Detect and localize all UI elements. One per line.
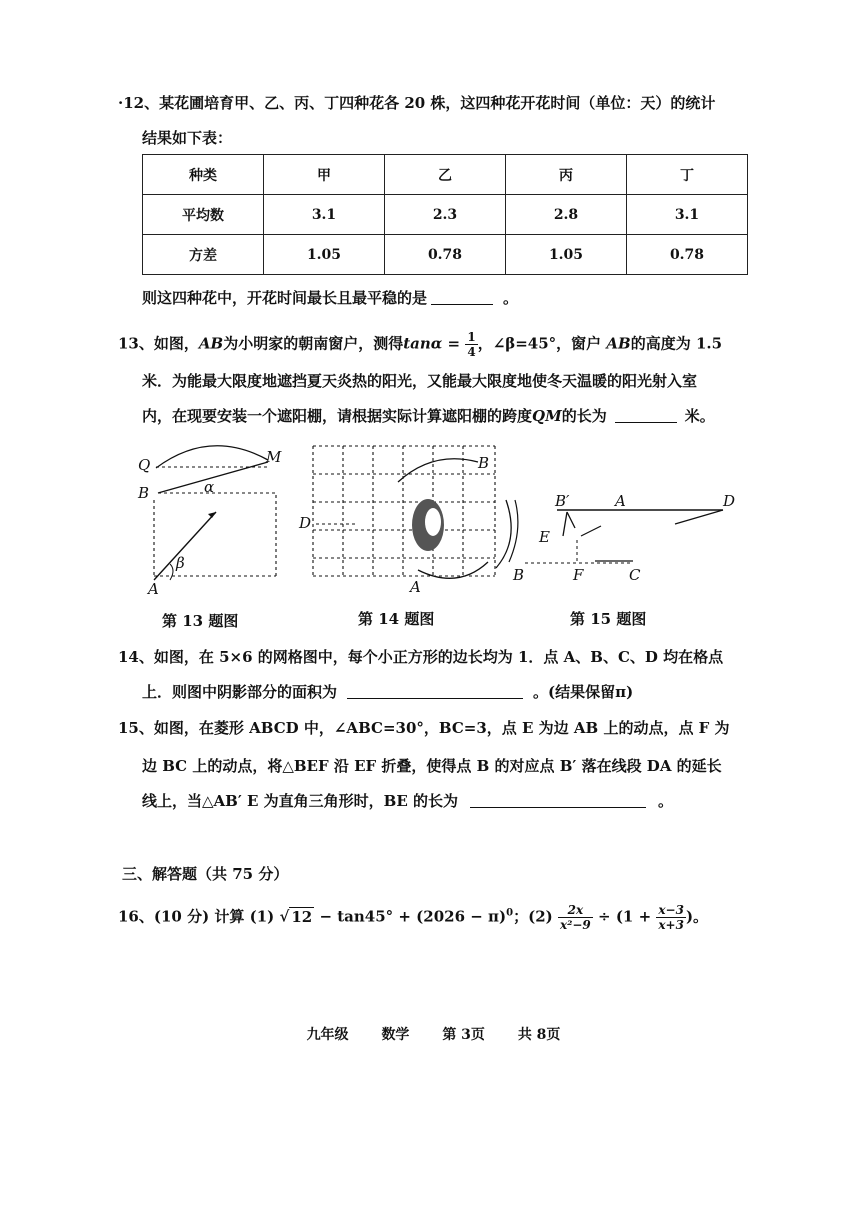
- label-b: B: [513, 566, 525, 584]
- table-header-row: [143, 155, 748, 195]
- figure-14: [298, 440, 528, 600]
- q13-var-ab: AB: [198, 334, 224, 353]
- q12-question-text: 则这四种花中，开花时间最长且最平稳的是: [142, 289, 428, 307]
- arc-line: [509, 500, 518, 562]
- q16-fraction-2: [656, 903, 686, 932]
- table-header-cell: 乙: [385, 155, 506, 195]
- label-q: Q: [138, 456, 151, 474]
- fraction-numerator: 1: [467, 330, 476, 344]
- grid-lines: [313, 446, 495, 576]
- q16-text: )。: [685, 907, 709, 926]
- figure-15-caption: 第 15 题图: [570, 610, 647, 628]
- footer-grade: 九年级: [306, 1027, 349, 1043]
- table-cell: 2.3: [385, 195, 506, 235]
- table-cell: 方差: [143, 235, 264, 275]
- shaded-region-hole: [425, 508, 441, 536]
- answer-blank[interactable]: [347, 684, 523, 699]
- q13-fraction: [465, 330, 477, 359]
- answer-blank[interactable]: [431, 290, 493, 305]
- q16-sqrt-arg: 12: [291, 907, 313, 926]
- q16-line: 16、(10 分) 计算 (1) √ $12 - \tan 45^\circ + (2026 - \pi)^0$；(2) $\frac{2x}{\text{x²−9}}$ ÷ (1 + $\frac{x-3}{x+3}$ )。: [118, 903, 709, 932]
- figure-15: [505, 440, 745, 600]
- q13-text: 13、如图，: [118, 334, 199, 353]
- q13-line2: 米．为能最大限度地遮挡夏天炎热的阳光，又能最大限度地使冬天温暖的阳光射入室: [142, 372, 698, 390]
- table-row: [143, 235, 748, 275]
- table-cell: 3.1: [627, 195, 748, 235]
- segment-line: [567, 512, 575, 528]
- q13-var-ab: AB: [606, 334, 631, 353]
- arc-line: [398, 459, 478, 482]
- q13-var-qm: QM: [532, 407, 562, 425]
- label-d: D: [723, 492, 736, 510]
- footer-subject: 数学: [381, 1027, 410, 1043]
- footer-page: 第 3页: [442, 1027, 485, 1043]
- fraction-denominator: x²−9: [559, 918, 591, 932]
- label-alpha: α: [204, 478, 215, 496]
- table-cell: 2.8: [506, 195, 627, 235]
- fraction-numerator: x−3: [658, 903, 684, 917]
- table-row: [143, 195, 748, 235]
- segment-line: [563, 512, 567, 536]
- q16-text: ；(2): [513, 907, 553, 926]
- label-b: B: [478, 454, 490, 472]
- label-c: C: [629, 566, 641, 584]
- q12-line2: 结果如下表：: [142, 129, 233, 147]
- table-header-cell: 种类: [143, 155, 264, 195]
- answer-blank[interactable]: [470, 793, 646, 808]
- label-beta: β: [176, 554, 185, 572]
- q13-text: 的高度为 1.5: [630, 334, 723, 353]
- q13-line1: [118, 330, 722, 359]
- section-heading: 三、解答题（共 75 分）: [122, 865, 289, 883]
- q16-text: ÷ (1 +: [598, 907, 652, 926]
- q16-exponent: 0: [506, 907, 514, 919]
- table-header-cell: 丁: [627, 155, 748, 195]
- q15-line3: [142, 790, 673, 811]
- footer-total: 共 8页: [517, 1027, 561, 1043]
- q14-line1: 14、如图，在 5×6 的网格图中，每个小正方形的边长均为 1．点 A、B、C、D 均在格点: [118, 648, 724, 666]
- fraction-denominator: 4: [467, 345, 476, 359]
- q12-end: 。: [503, 289, 519, 307]
- segment-line: [581, 526, 601, 536]
- q13-text: 的长为: [561, 407, 607, 425]
- q16-text: 16、(10 分) 计算 (1): [118, 907, 275, 926]
- figure-14-caption: 第 14 题图: [358, 610, 435, 628]
- page-footer: [0, 1024, 867, 1044]
- q15-text: 线上，当△AB′ E 为直角三角形时，BE 的长为: [142, 792, 459, 810]
- table-cell: 1.05: [264, 235, 385, 275]
- q13-tan: tanα =: [403, 334, 461, 353]
- q15-line2: 边 BC 上的动点，将△BEF 沿 EF 折叠，使得点 B 的对应点 B′ 落在线段 DA 的延长: [142, 757, 722, 775]
- arc-line: [156, 446, 268, 468]
- q13-text: ，∠β=45°，窗户: [477, 334, 602, 353]
- table-cell: 1.05: [506, 235, 627, 275]
- label-a: A: [410, 578, 421, 596]
- fraction-numerator: 2x: [558, 903, 593, 918]
- figure-13-caption: 第 13 题图: [162, 612, 239, 630]
- figure-13: [130, 440, 290, 600]
- label-m: M: [266, 448, 282, 466]
- q15-text: 。: [658, 792, 674, 810]
- segment-line: [675, 510, 723, 524]
- label-a: A: [148, 580, 159, 598]
- table-header-cell: 丙: [506, 155, 627, 195]
- q16-fraction-1: [558, 903, 593, 932]
- q13-text: 米。: [684, 407, 715, 425]
- q13-line3: [142, 405, 715, 426]
- q16-text: − tan45° + (2026 − π): [319, 907, 507, 926]
- table-cell: 0.78: [627, 235, 748, 275]
- q15-line1: 15、如图，在菱形 ABCD 中，∠ABC=30°，BC=3，点 E 为边 AB 上的动点，点 F 为: [118, 719, 730, 737]
- sun-ray-line: [154, 512, 216, 580]
- table-cell: 平均数: [143, 195, 264, 235]
- label-d: D: [299, 514, 312, 532]
- flower-stats-table: [142, 154, 748, 275]
- table-header-cell: 甲: [264, 155, 385, 195]
- q13-text: 为小明家的朝南窗户，测得: [223, 334, 404, 353]
- table-cell: 3.1: [264, 195, 385, 235]
- angle-arc: [170, 564, 173, 580]
- label-e: E: [539, 528, 550, 546]
- table-cell: 0.78: [385, 235, 506, 275]
- answer-blank[interactable]: [615, 408, 677, 423]
- q14-text: 。(结果保留π): [533, 683, 634, 701]
- label-a: A: [615, 492, 626, 510]
- q14-text: 上．则图中阴影部分的面积为: [142, 683, 338, 701]
- label-f: F: [573, 566, 584, 584]
- q12-question: [142, 287, 518, 308]
- arrow-head: [208, 512, 216, 518]
- label-b: B: [138, 484, 150, 502]
- q14-line2: [142, 681, 633, 702]
- q13-text: 内，在现要安装一个遮阳棚，请根据实际计算遮阳棚的跨度: [142, 407, 533, 425]
- q12-line1: ·12、某花圃培育甲、乙、丙、丁四种花各 20 株，这四种花开花时间（单位：天）的统计: [118, 94, 716, 112]
- label-b-prime: B′: [555, 492, 570, 510]
- fraction-denominator: x+3: [658, 918, 684, 932]
